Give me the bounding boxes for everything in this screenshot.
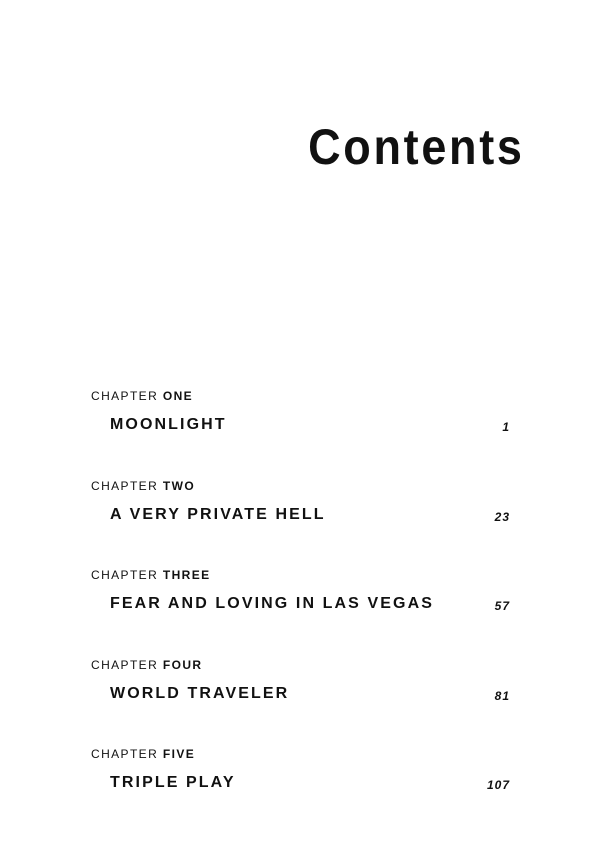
chapter-number: FOUR [162, 657, 203, 672]
chapter-title[interactable]: WORLD TRAVELER [110, 684, 290, 702]
chapter-label [91, 746, 195, 762]
toc-entry-chapter-one[interactable] [0, 388, 600, 478]
table-of-contents [0, 388, 600, 836]
page-number: 23 [494, 509, 510, 524]
chapter-title[interactable]: MOONLIGHT [110, 416, 227, 433]
toc-entry-chapter-five[interactable] [0, 746, 600, 836]
chapter-prefix: CHAPTER [91, 568, 159, 582]
chapter-label [91, 478, 195, 494]
chapter-label [91, 388, 193, 404]
chapter-prefix: CHAPTER [91, 657, 159, 672]
chapter-title[interactable]: FEAR AND LOVING IN LAS VEGAS [110, 595, 435, 612]
chapter-label [91, 657, 202, 673]
chapter-title[interactable]: TRIPLE PLAY [110, 774, 236, 791]
chapter-prefix: CHAPTER [91, 747, 159, 761]
chapter-number: TWO [162, 478, 196, 493]
page-number: 1 [502, 420, 510, 434]
toc-entry-chapter-four[interactable] [0, 657, 600, 747]
chapter-prefix: CHAPTER [91, 478, 159, 493]
chapter-number: THREE [162, 568, 211, 582]
chapter-number: FIVE [162, 747, 196, 761]
page-number: 107 [486, 778, 510, 792]
page-number: 57 [494, 599, 510, 613]
chapter-number: ONE [162, 389, 194, 403]
chapter-prefix: CHAPTER [91, 389, 159, 403]
chapter-label [91, 567, 211, 583]
page-title: Contents [308, 119, 525, 175]
page-number: 81 [494, 688, 510, 703]
toc-entry-chapter-two[interactable] [0, 478, 600, 568]
toc-entry-chapter-three[interactable] [0, 567, 600, 657]
chapter-title[interactable]: A VERY PRIVATE HELL [110, 505, 326, 523]
